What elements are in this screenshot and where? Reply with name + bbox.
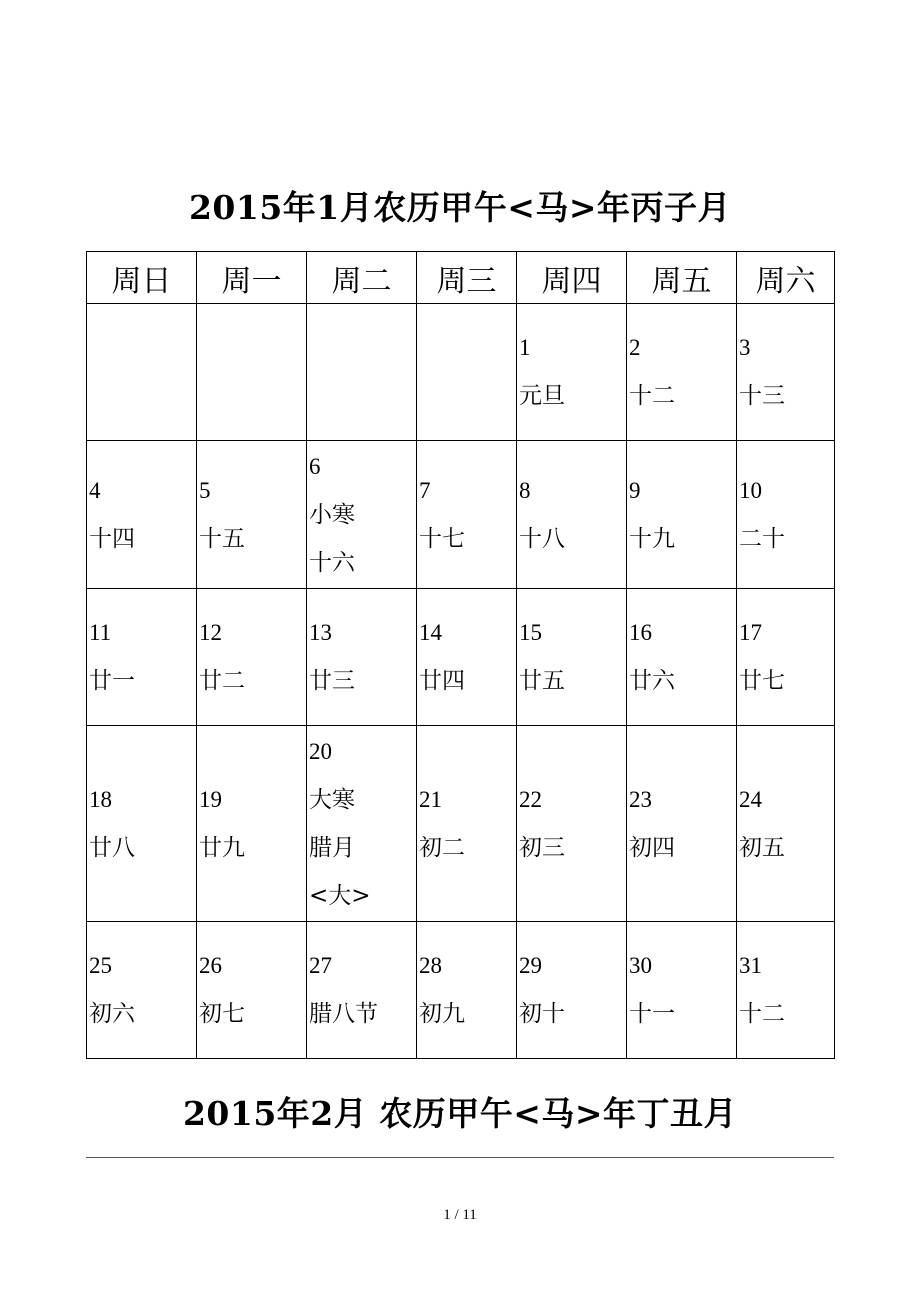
lunar-label: 十六 <box>309 549 355 576</box>
lunar-label: 初二 <box>419 834 465 861</box>
lunar-label: 二十 <box>739 525 785 552</box>
day-cell <box>517 441 627 589</box>
weekday-wed: 周三 <box>417 252 517 304</box>
lunar-label: 初五 <box>739 834 785 861</box>
day-number: 7 <box>419 477 431 503</box>
day-number: 21 <box>419 786 442 812</box>
lunar-label: 腊八节 <box>309 1001 378 1027</box>
day-number: 6 <box>309 453 321 479</box>
lunar-label: 廿一 <box>89 668 135 694</box>
day-number: 15 <box>519 620 542 645</box>
day-cell <box>417 589 517 726</box>
day-number: 20 <box>309 738 332 764</box>
day-cell <box>87 922 197 1059</box>
lunar-label: 元旦 <box>519 383 565 409</box>
calendar-title-february: 2015年2月 农历甲午<马>年丁丑月 <box>182 1094 738 1133</box>
day-number: 30 <box>629 953 652 978</box>
day-cell <box>307 726 417 922</box>
lunar-label: 初七 <box>199 1001 245 1027</box>
lunar-label: 廿九 <box>199 834 245 861</box>
day-cell <box>307 922 417 1059</box>
page-indicator: 1 / 11 <box>443 1207 477 1223</box>
day-number: 4 <box>89 477 101 503</box>
weekday-tue: 周二 <box>307 252 417 304</box>
weekday-sat: 周六 <box>737 252 835 304</box>
day-number: 10 <box>739 477 762 503</box>
day-cell <box>737 304 835 441</box>
calendar-body <box>87 304 835 1059</box>
day-cell <box>627 589 737 726</box>
day-number: 14 <box>419 620 442 645</box>
calendar-title-january: 2015年1月农历甲午<马>年丙子月 <box>188 188 732 227</box>
day-cell <box>87 726 197 922</box>
weekday-header-row <box>87 252 835 304</box>
day-cell <box>627 922 737 1059</box>
day-number: 8 <box>519 477 531 503</box>
day-cell <box>307 441 417 589</box>
day-cell <box>197 441 307 589</box>
lunar-label: 廿六 <box>629 668 675 694</box>
day-number: 22 <box>519 786 542 812</box>
day-number: 23 <box>629 786 652 812</box>
week-row <box>87 304 835 441</box>
week-row <box>87 589 835 726</box>
lunar-label: 初三 <box>519 834 565 861</box>
footer-divider <box>86 1157 834 1158</box>
day-number: 3 <box>739 335 751 360</box>
lunar-label: 廿四 <box>419 668 465 694</box>
day-number: 31 <box>739 953 762 978</box>
day-cell <box>417 922 517 1059</box>
lunar-label: 廿二 <box>199 668 245 694</box>
day-number: 27 <box>309 953 332 978</box>
empty-day-cell <box>417 304 517 441</box>
day-cell <box>737 441 835 589</box>
lunar-label: 初六 <box>89 1001 135 1027</box>
lunar-label: 廿五 <box>519 668 565 694</box>
day-cell <box>307 589 417 726</box>
lunar-label: 初九 <box>419 1001 465 1027</box>
day-cell <box>737 589 835 726</box>
lunar-label: 初十 <box>519 1001 565 1027</box>
day-number: 26 <box>199 953 222 978</box>
day-cell <box>517 922 627 1059</box>
day-cell <box>87 441 197 589</box>
day-cell <box>87 589 197 726</box>
day-cell <box>197 726 307 922</box>
lunar-label: <大> <box>309 882 371 909</box>
day-cell <box>627 441 737 589</box>
day-number: 2 <box>629 335 641 360</box>
weekday-fri: 周五 <box>627 252 737 304</box>
empty-day-cell <box>197 304 307 441</box>
day-number: 12 <box>199 620 222 645</box>
day-number: 25 <box>89 953 112 978</box>
day-number: 11 <box>89 620 112 645</box>
day-cell <box>737 726 835 922</box>
day-cell <box>197 589 307 726</box>
day-number: 9 <box>629 477 641 503</box>
lunar-label: 大寒 <box>309 786 355 813</box>
weekday-thu: 周四 <box>517 252 627 304</box>
lunar-label: 十九 <box>629 525 675 552</box>
lunar-label: 十七 <box>419 525 465 552</box>
lunar-label: 十八 <box>519 525 565 552</box>
weekday-sun: 周日 <box>87 252 197 304</box>
day-cell <box>197 922 307 1059</box>
lunar-label: 小寒 <box>309 501 355 528</box>
day-cell <box>737 922 835 1059</box>
lunar-label: 廿八 <box>89 834 135 861</box>
lunar-label: 十四 <box>89 525 135 552</box>
lunar-label: 十三 <box>739 383 785 409</box>
day-number: 28 <box>419 953 442 978</box>
day-number: 24 <box>739 786 762 812</box>
lunar-label: 廿三 <box>309 668 355 694</box>
lunar-label: 廿七 <box>739 668 785 694</box>
day-cell <box>627 304 737 441</box>
day-cell <box>417 441 517 589</box>
week-row <box>87 441 835 589</box>
day-number: 1 <box>519 335 531 360</box>
day-cell <box>627 726 737 922</box>
day-number: 19 <box>199 786 222 812</box>
lunar-label: 初四 <box>629 834 675 861</box>
day-number: 29 <box>519 953 542 978</box>
day-number: 18 <box>89 786 112 812</box>
day-number: 5 <box>199 477 211 503</box>
lunar-label: 十二 <box>629 383 675 409</box>
weekday-mon: 周一 <box>197 252 307 304</box>
calendar-table <box>86 251 835 1059</box>
day-number: 17 <box>739 620 762 645</box>
lunar-label: 十二 <box>739 1001 785 1027</box>
day-cell <box>517 304 627 441</box>
week-row <box>87 922 835 1059</box>
empty-day-cell <box>307 304 417 441</box>
lunar-label: 十一 <box>629 1001 675 1027</box>
lunar-label: 十五 <box>199 525 245 552</box>
day-number: 16 <box>629 620 652 645</box>
day-cell <box>517 589 627 726</box>
lunar-label: 腊月 <box>309 834 355 861</box>
day-number: 13 <box>309 620 332 645</box>
week-row <box>87 726 835 922</box>
day-cell <box>417 726 517 922</box>
day-cell <box>517 726 627 922</box>
empty-day-cell <box>87 304 197 441</box>
